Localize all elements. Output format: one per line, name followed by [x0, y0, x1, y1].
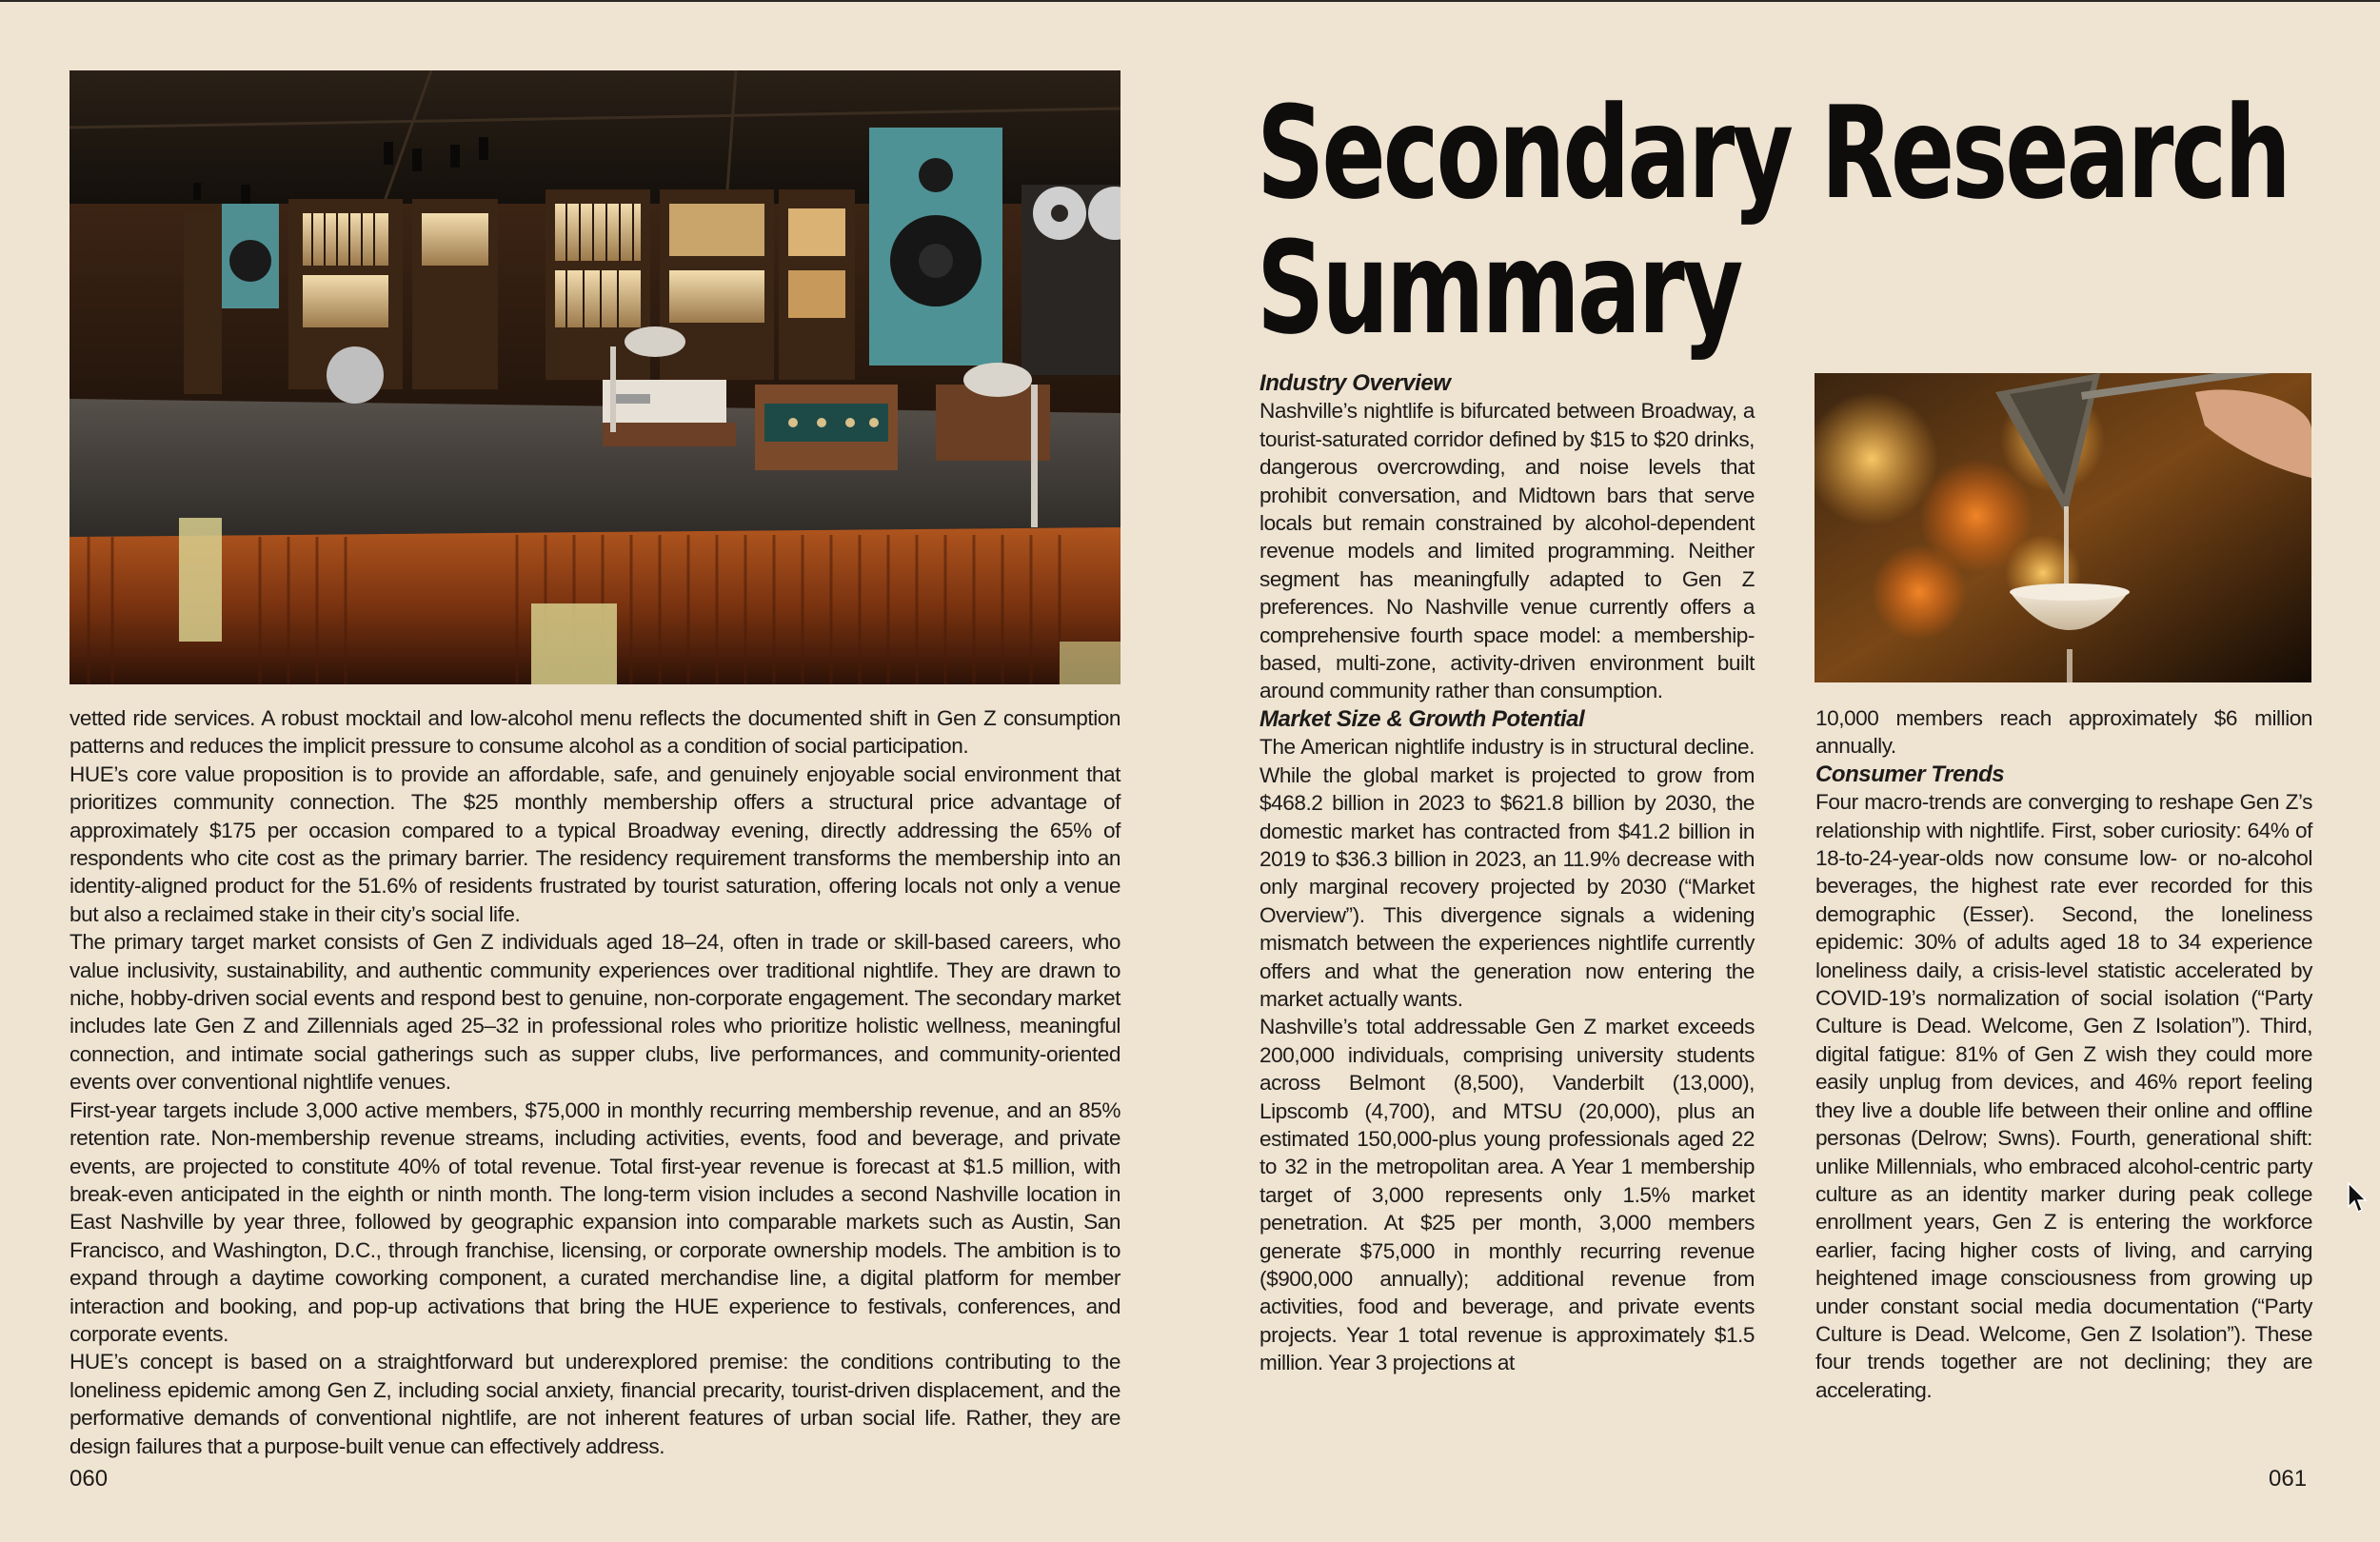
left-paragraph: HUE’s core value proposition is to provide an affordable, safe, and genuinely enjoyable social environment that prioritizes community connection. The $25 monthly membership offers a structural price advantage of approximately $175 per occasion compared to a typical Broadway evening, directly addressing the 65% of respondents who cite cost as the primary barrier. The residency requirement transforms the membership into an identity-aligned product for the 51.6% of residents frustrated by tourist saturation, offering locals not only a venue but also a reclaimed stake in their city’s social life. — [69, 761, 1121, 926]
consumer-trends-heading: Consumer Trends — [1815, 761, 2005, 787]
cocktail-strainer-photo — [1815, 373, 2311, 682]
industry-overview-heading: Industry Overview — [1259, 370, 1451, 396]
page-number-left: 060 — [69, 1466, 109, 1492]
industry-overview-text: Nashville’s nightlife is bifurcated between Broadway, a tourist-saturated corridor defined by $15 to $20 drinks, dangerous overcrowding, and noise levels that prohibit conversation, and Midtown bars that serve locals but remain constrained by alcohol-dependent revenue models and limited programming. Neither segment has meaningfully adapted to Gen Z preferences. No Nashville venue currently offers a comprehensive fourth space model: a membership-based, multi-zone, activity-driven environment built around community rather than consumption. — [1259, 399, 1755, 703]
consumer-trends-text: Four macro-trends are converging to reshape Gen Z’s relationship with nightlife. First, sober curiosity: 64% of 18-to-24-year-olds now consume low- or no-alcohol beverages, the highest rate ever recorded for this demographic (Esser). Second, the loneliness epidemic: 30% of adults aged 18 to 34 experience loneliness daily, a crisis-level statistic accelerated by COVID-19’s normalization of social isolation (“Party Culture is Dead. Welcome, Gen Z Isolation”). Third, digital fatigue: 81% of Gen Z wish they could more easily unplug from devices, and 46% report feeling they live a double life between their online and offline personas (Delrow; Swns). Fourth, generational shift: unlike Millennials, who embraced alcohol-centric party culture as an identity marker during peak college enrollment years, Gen Z is entering the workforce earlier, facing higher costs of living, and carrying heightened image consciousness from growing up under constant social media documentation (“Party Culture is Dead. Welcome, Gen Z Isolation”). These four trends together are not declining; they are accelerating. — [1815, 790, 2312, 1402]
page-title-line-1: Secondary Research — [1257, 79, 2289, 227]
left-paragraph: First-year targets include 3,000 active members, $75,000 in monthly recurring membership revenue, and an 85% retention rate. Non-membership revenue streams, including activities, events, food and beverage, and private events, are projected to constitute 40% of total revenue. Total first-year revenue is forecast at $1.5 million, with break-even anticipated in the eighth or ninth month. The long-term vision includes a second Nashville location in East Nashville by year three, followed by geographic expansion into comparable markets such as Austin, San Francisco, and Washington, D.C., through franchise, licensing, or corporate ownership models. The ambition is to expand through a daytime coworking component, a curated merchandise line, a digital platform for member interaction and booking, and pop-up activations that bring the HUE experience to festivals, conferences, and corporate events. — [69, 1097, 1121, 1346]
listening-bar-interior-photo — [69, 70, 1121, 684]
right-page-middle-column — [1259, 369, 1755, 1377]
market-size-heading: Market Size & Growth Potential — [1259, 705, 1585, 732]
page-title-line-2: Summary — [1257, 214, 1741, 363]
page-number-right: 061 — [2269, 1466, 2308, 1492]
market-size-text: 10,000 members reach approximately $6 million annually. — [1815, 706, 2312, 759]
left-paragraph: The primary target market consists of Gen Z individuals aged 18–24, often in trade or skill-based careers, who value inclusivity, sustainability, and authentic community experiences over traditional nightlife. They are drawn to niche, hobby-driven social events and respond best to genuine, non-corporate engagement. The secondary market includes late Gen Z and Zillennials aged 25–32 in professional roles who prioritize holistic wellness, meaningful connection, and intimate social gatherings such as supper clubs, live performances, and community-oriented events over conventional nightlife venues. — [69, 930, 1121, 1095]
market-size-text: Nashville’s total addressable Gen Z market exceeds 200,000 individuals, comprising university students across Belmont (8,500), Vanderbilt (13,000), Lipscomb (4,700), and MTSU (20,000), plus an estimated 150,000-plus young professionals aged 22 to 32 in the metropolitan area. A Year 1 membership target of 3,000 represents only 1.5% market penetration. At $25 per month, 3,000 members generate $75,000 in monthly recurring revenue ($900,000 annually); additional revenue from activities, food and beverage, and private events projects. Year 1 total revenue is approximately $1.5 million. Year 3 projections at — [1259, 1015, 1755, 1375]
left-page-body — [69, 704, 1121, 1460]
market-size-text: The American nightlife industry is in structural decline. While the global market is projected to grow from $468.2 billion in 2023 to $621.8 billion by 2030, the domestic market has contracted from $41.2 billion in 2019 to $36.3 billion in 2023, an 11.9% decrease with only marginal recovery projected by 2030 (“Market Overview”). This divergence signals a widening mismatch between the experiences nightlife currently offers and what the generation now entering the market actually wants. — [1259, 735, 1755, 1011]
right-page-right-column — [1815, 704, 2312, 1404]
page-title — [1257, 79, 2289, 363]
top-rule — [0, 0, 2380, 2]
left-paragraph: vetted ride services. A robust mocktail and low-alcohol menu reflects the documented shift in Gen Z consumption patterns and reduces the implicit pressure to consume alcohol as a condition of social participation. — [69, 706, 1121, 759]
left-paragraph: HUE’s concept is based on a straightforward but underexplored premise: the conditions contributing to the loneliness epidemic among Gen Z, including social anxiety, financial precarity, tourist-driven displacement, and the performative demands of conventional nightlife, are not inherent features of urban social life. Rather, they are design failures that a purpose-built venue can effectively address. — [69, 1350, 1121, 1458]
mouse-pointer-icon — [2348, 1182, 2369, 1215]
